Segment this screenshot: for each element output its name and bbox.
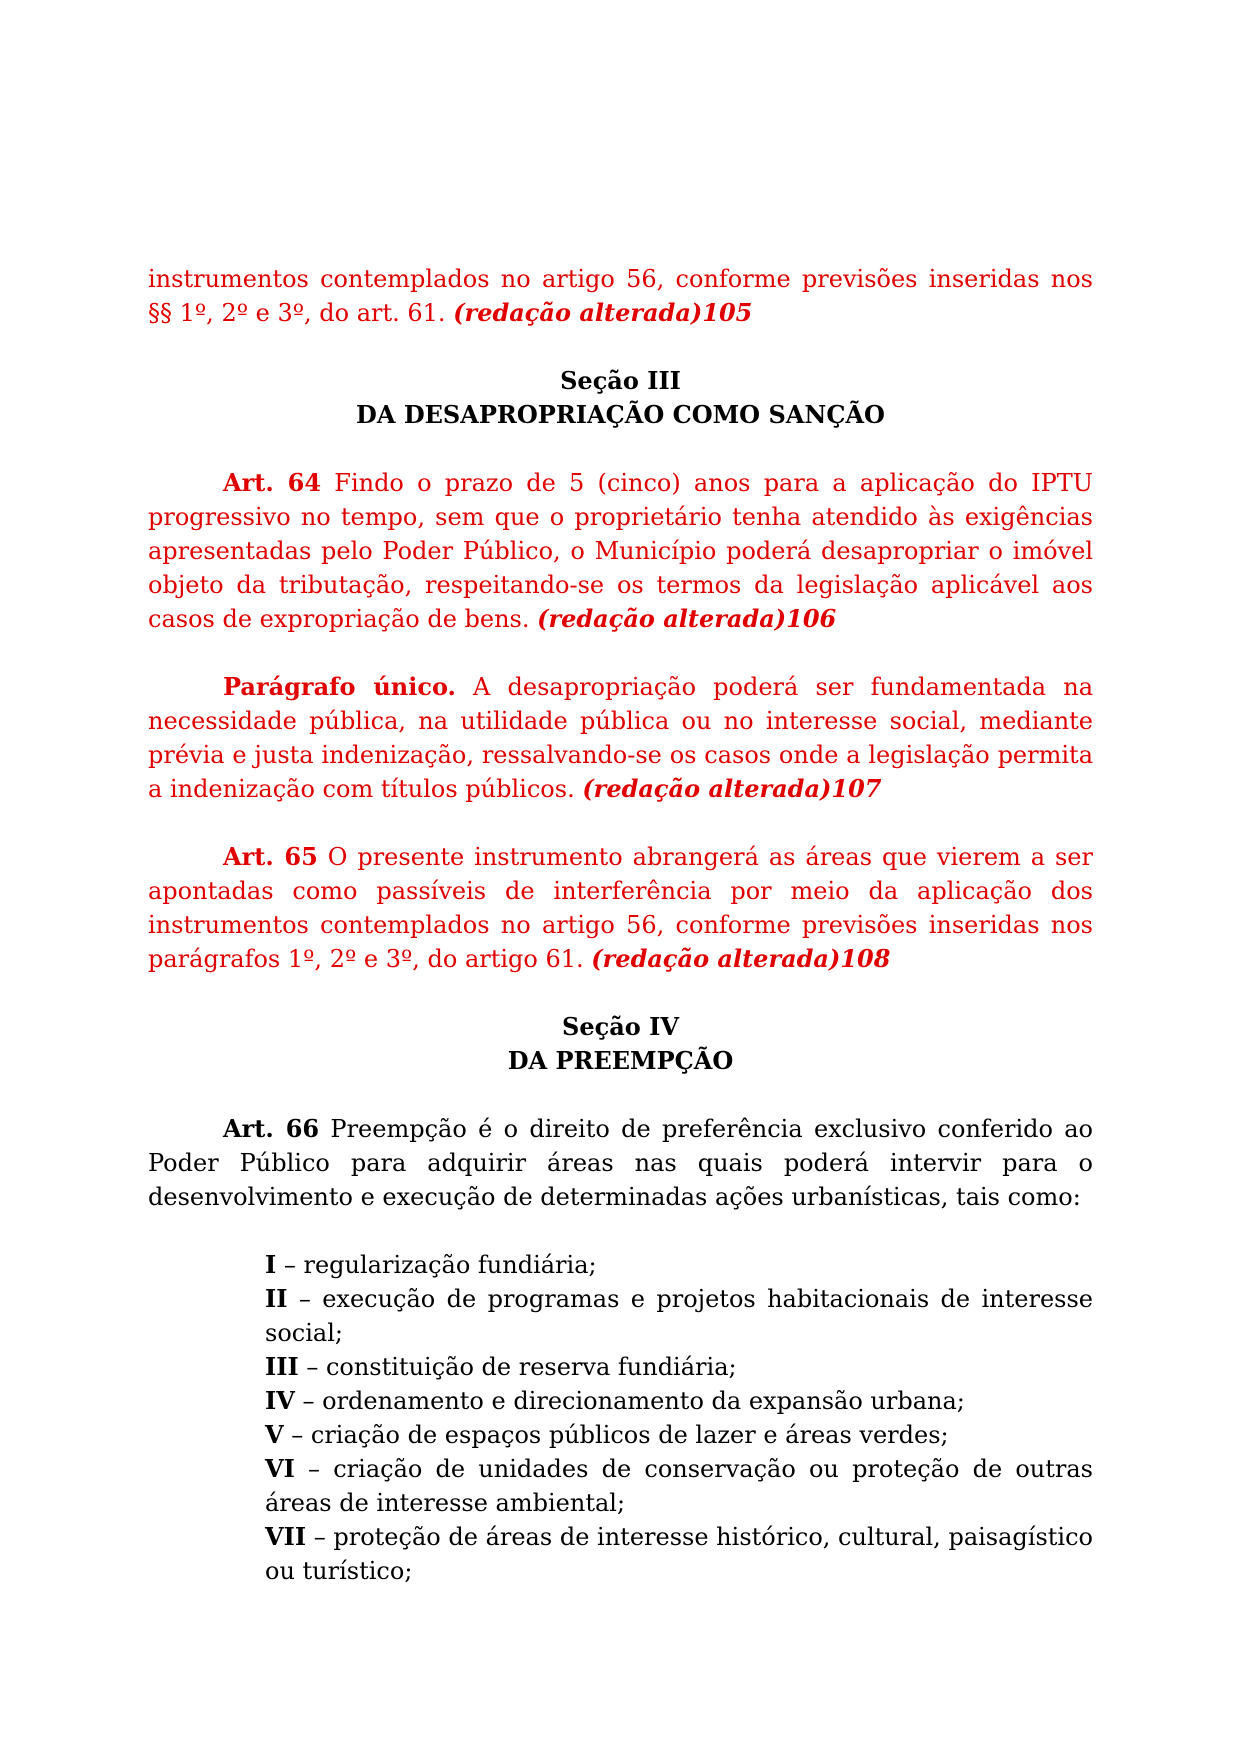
- list-item: [265, 1350, 1093, 1384]
- item-text: – constituição de reserva fundiária;: [298, 1353, 737, 1381]
- item-text: – proteção de áreas de interesse histórico, cultural, paisagístico ou turístico;: [265, 1523, 1093, 1585]
- item-numeral: VI: [265, 1454, 295, 1483]
- list-item: [265, 1520, 1093, 1588]
- article-66-label: Art. 66: [223, 1114, 320, 1143]
- article-65: [148, 840, 1093, 976]
- paragraph-intro-text: instrumentos contemplados no artigo 56, conforme previsões inseridas nos §§ 1º, 2º e 3º, do art. 61.: [148, 265, 1093, 327]
- article-64-sole-paragraph: [148, 670, 1093, 806]
- amendment-note-106: (redação alterada)106: [537, 604, 837, 633]
- sole-paragraph-label: Parágrafo único.: [223, 672, 456, 701]
- section-3-label: Seção III: [560, 366, 681, 395]
- item-text: – execução de programas e projetos habitacionais de interesse social;: [265, 1285, 1093, 1347]
- section-4-label: Seção IV: [562, 1012, 679, 1041]
- article-64: [148, 466, 1093, 636]
- spacer: [148, 636, 1093, 670]
- article-65-text: O presente instrumento abrangerá as áreas que vierem a ser apontadas como passíveis de interferência por meio da aplicação dos instrumentos contemplados no artigo 56, conforme previsões inseridas nos parágrafos 1º, 2º e 3º, do artigo 61.: [148, 843, 1093, 973]
- paragraph-intro: [148, 262, 1093, 330]
- spacer: [148, 1078, 1093, 1112]
- item-text: – regularização fundiária;: [276, 1251, 597, 1279]
- amendment-note-108: (redação alterada)108: [591, 944, 891, 973]
- article-66-text: Preempção é o direito de preferência exclusivo conferido ao Poder Público para adquirir áreas nas quais poderá intervir para o desenvolvimento e execução de determinadas ações urbanísticas, tais como:: [148, 1115, 1094, 1211]
- spacer: [148, 330, 1093, 364]
- article-65-label: Art. 65: [223, 842, 318, 871]
- article-64-label: Art. 64: [223, 468, 322, 497]
- document-page: [148, 262, 1093, 1588]
- spacer: [148, 1214, 1093, 1248]
- item-text: – ordenamento e direcionamento da expansão urbana;: [294, 1387, 965, 1415]
- spacer: [148, 976, 1093, 1010]
- item-numeral: II: [265, 1284, 288, 1313]
- amendment-note-105: (redação alterada)105: [453, 298, 753, 327]
- sole-paragraph-text: A desapropriação poderá ser fundamentada na necessidade pública, na utilidade pública ou no interesse social, mediante prévia e justa indenização, ressalvando-se os casos onde a legislação permita a indenização com títulos públicos.: [148, 673, 1094, 803]
- amendment-note-107: (redação alterada)107: [582, 774, 882, 803]
- spacer: [148, 806, 1093, 840]
- item-numeral: I: [265, 1250, 277, 1279]
- list-item: [265, 1384, 1093, 1418]
- article-64-text: Findo o prazo de 5 (cinco) anos para a aplicação do IPTU progressivo no tempo, sem que o proprietário tenha atendido às exigências apresentadas pelo Poder Público, o Município poderá desapropriar o imóvel objeto da tributação, respeitando-se os termos da legislação aplicável aos casos de expropriação de bens.: [148, 469, 1093, 633]
- item-numeral: III: [265, 1352, 299, 1381]
- item-text: – criação de unidades de conservação ou proteção de outras áreas de interesse ambiental;: [265, 1455, 1093, 1517]
- item-numeral: V: [265, 1420, 284, 1449]
- item-numeral: IV: [265, 1386, 295, 1415]
- list-item: [265, 1282, 1093, 1350]
- section-3-title: DA DESAPROPRIAÇÃO COMO SANÇÃO: [356, 400, 885, 429]
- article-66-items: [265, 1248, 1093, 1588]
- item-text: – criação de espaços públicos de lazer e áreas verdes;: [283, 1421, 949, 1449]
- spacer: [148, 432, 1093, 466]
- section-4-title: DA PREEMPÇÃO: [507, 1046, 734, 1075]
- list-item: [265, 1418, 1093, 1452]
- item-numeral: VII: [265, 1522, 307, 1551]
- list-item: [265, 1452, 1093, 1520]
- article-66: [148, 1112, 1093, 1214]
- list-item: [265, 1248, 1093, 1282]
